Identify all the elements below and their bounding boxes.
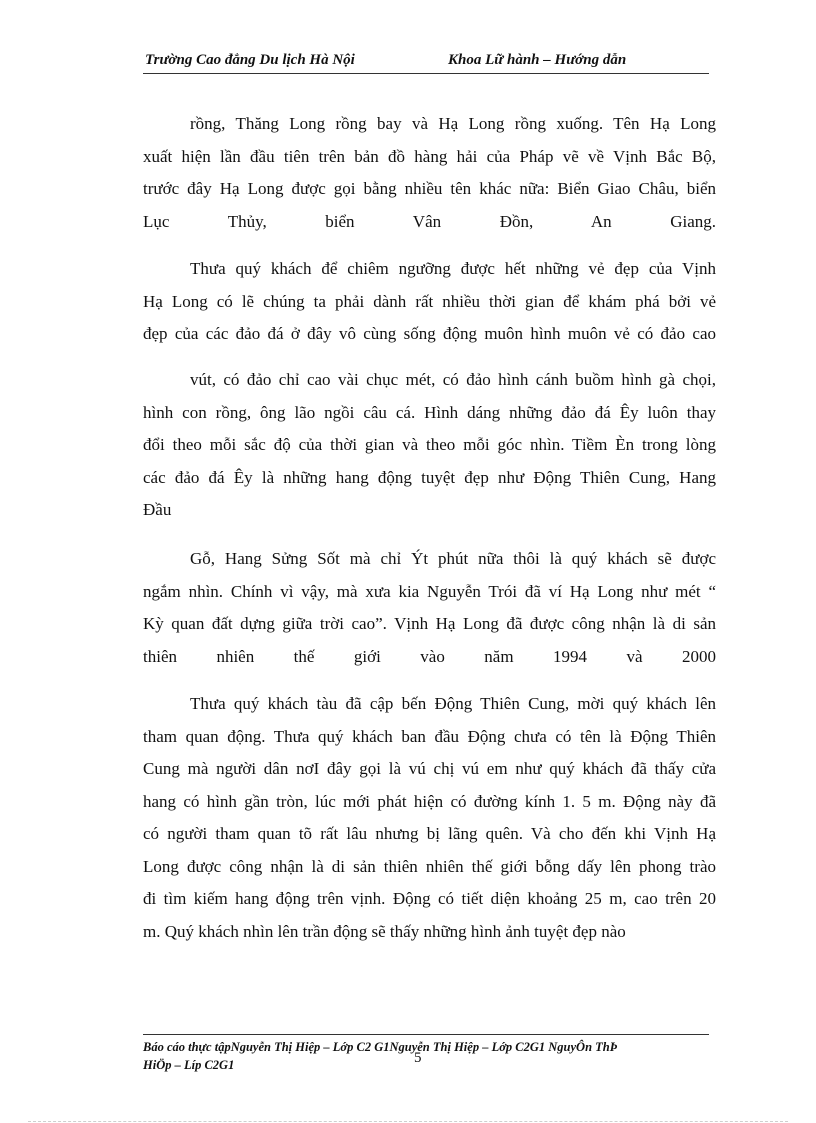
paragraph-line: hang có hình gần tròn, lúc mới phát hiện có đường kính 1. 5 m. Động này đã <box>143 791 716 811</box>
paragraph-line: Kỳ quan đất dựng giữa trời cao”. Vịnh Hạ Long đã được công nhận là di sản <box>143 614 716 633</box>
footer-line-2: HiÖp – Líp C2G1 <box>143 1058 235 1072</box>
paragraph-line: Cung mà người dân nơI đây gọi là vú chị vú em như quý khách đã thấy cửa <box>143 759 716 778</box>
paragraph-line: đi tìm kiếm hang động trên vịnh. Động có tiết diện khoảng 25 m, cao trên 20 <box>143 889 716 908</box>
paragraph-line: Gỗ, Hang Sửng Sốt mà chỉ Ýt phút nữa thôi là quý khách sẽ được <box>190 549 716 568</box>
paragraph-line: Long được công nhận là di sản thiên nhiên thế giới bỗng dấy lên phong trào <box>143 856 716 876</box>
paragraph-3 <box>143 364 716 527</box>
header-department: Khoa Lữ hành – Hướng dẫn <box>448 52 627 68</box>
paragraph-2 <box>143 253 716 351</box>
footer-line-1: Báo cáo thực tậpNguyễn Thị Hiệp – Lớp C2 G1Nguyễn Thị Hiệp – Lớp C2G1 NguyÔn ThÞ <box>143 1040 618 1054</box>
paragraph-line: Thưa quý khách để chiêm ngưỡng được hết những vẻ đẹp của Vịnh <box>190 259 716 278</box>
header-rule <box>143 73 709 74</box>
paragraph-line: đổi theo mỗi sắc độ của thời gian và theo mỗi góc nhìn. Tiềm Èn trong lòng <box>143 435 716 454</box>
page-edge-divider <box>28 1121 788 1122</box>
footer-rule <box>143 1034 709 1035</box>
paragraph-line: Đầu <box>143 500 172 519</box>
header-school-name: Trường Cao đẳng Du lịch Hà Nội <box>145 52 355 68</box>
paragraph-line: thiên nhiên thế giới vào năm 1994 và 2000 <box>143 646 716 666</box>
paragraph-1 <box>143 108 716 238</box>
paragraph-line: Lục Thủy, biển Vân Đồn, An Giang. <box>143 211 716 231</box>
paragraph-line: đẹp của các đảo đá ở đây vô cùng sống động muôn hình muôn vẻ có đảo cao <box>143 324 716 343</box>
paragraph-line: Thưa quý khách tàu đã cập bến Động Thiên Cung, mời quý khách lên <box>190 694 716 713</box>
page-footer <box>143 1038 723 1074</box>
paragraph-line: m. Quý khách nhìn lên trần động sẽ thấy những hình ảnh tuyệt đẹp nào <box>143 921 626 941</box>
paragraph-line: Hạ Long có lẽ chúng ta phải dành rất nhiều thời gian để khám phá bởi vẻ <box>143 291 716 311</box>
paragraph-line: rồng, Thăng Long rồng bay và Hạ Long rồng xuống. Tên Hạ Long <box>190 114 716 133</box>
paragraph-line: trước đây Hạ Long được gọi bằng nhiều tên khác nữa: Biển Giao Châu, biển <box>143 179 716 198</box>
page-number: 5 <box>414 1050 422 1066</box>
page-header <box>143 48 709 74</box>
paragraph-line: ngắm nhìn. Chính vì vậy, mà xưa kia Nguyễn Trói đã ví Hạ Long như mét “ <box>143 581 716 601</box>
paragraph-line: hình con rồng, ông lão ngồi câu cá. Hình dáng những đảo đá Êy luôn thay <box>143 402 716 422</box>
paragraph-line: tham quan động. Thưa quý khách ban đầu Động chưa có tên là Động Thiên <box>143 726 716 746</box>
paragraph-line: có người tham quan tõ rất lâu nhưng bị lãng quên. Và cho đến khi Vịnh Hạ <box>143 824 716 843</box>
paragraph-line: các đảo đá Êy là những hang động tuyệt đẹp như Động Thiên Cung, Hang <box>143 467 716 487</box>
paragraph-5 <box>143 688 716 948</box>
paragraph-4 <box>143 543 716 673</box>
paragraph-line: vút, có đảo chỉ cao vài chục mét, có đảo hình cánh buồm hình gà chọi, <box>190 370 716 389</box>
paragraph-line: xuất hiện lần đầu tiên trên bản đồ hàng hải của Pháp vẽ về Vịnh Bắc Bộ, <box>143 146 716 166</box>
